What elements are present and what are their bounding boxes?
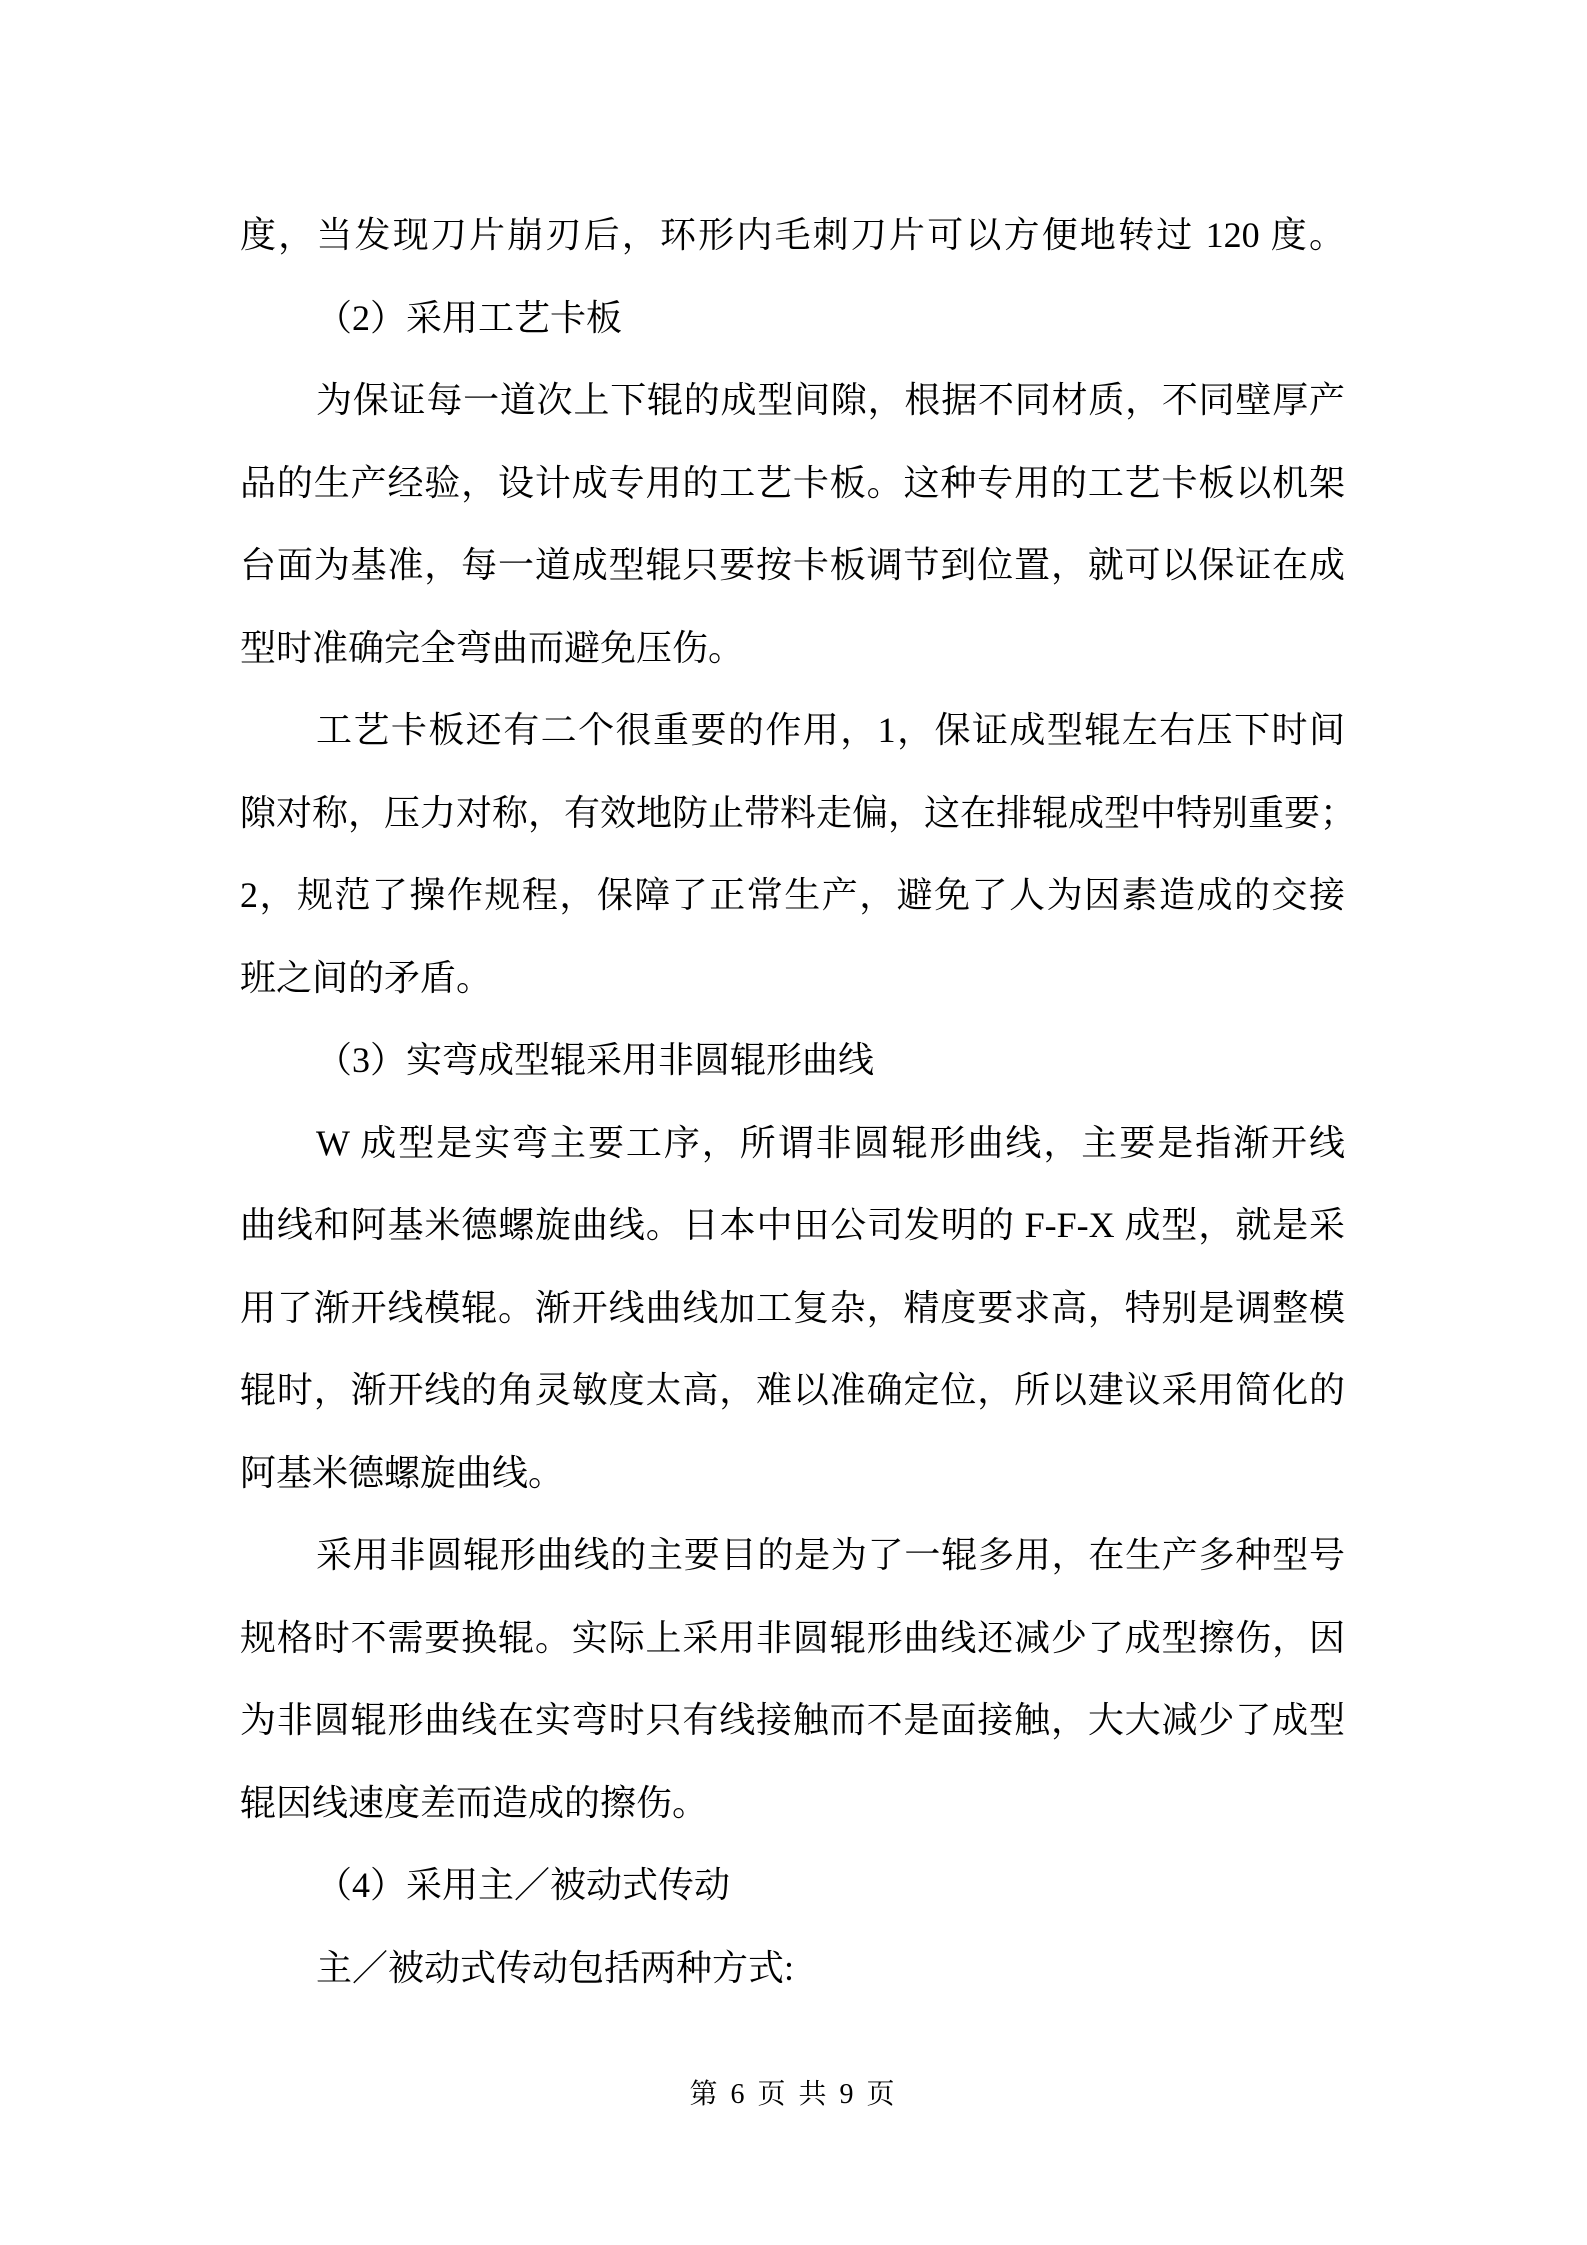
text-line: W 成型是实弯主要工序，所谓非圆辊形曲线，主要是指渐开线 xyxy=(316,1122,1345,1163)
text-line: 工艺卡板还有二个很重要的作用，1，保证成型辊左右压下时间 xyxy=(316,710,1345,750)
text-line: 为保证每一道次上下辊的成型间隙，根据不同材质，不同壁厚产 xyxy=(316,380,1345,420)
text-line: 度，当发现刀片崩刃后，环形内毛刺刀片可以方便地转过 120 度。 xyxy=(240,215,1345,255)
text-line: 2，规范了操作规程，保障了正常生产，避免了人为因素造成的交接 xyxy=(240,875,1345,915)
section-heading: （4）采用主／被动式传动 xyxy=(316,1865,731,1905)
text-line: 曲线和阿基米德螺旋曲线。日本中田公司发明的 F-F-X 成型，就是采 xyxy=(240,1205,1345,1245)
text-line: 班之间的矛盾。 xyxy=(240,957,493,998)
text-line: 规格时不需要换辊。实际上采用非圆辊形曲线还减少了成型擦伤，因 xyxy=(240,1617,1345,1658)
text-line: 品的生产经验，设计成专用的工艺卡板。这种专用的工艺卡板以机架 xyxy=(240,462,1345,503)
text-line: 辊因线速度差而造成的擦伤。 xyxy=(240,1782,709,1823)
document-body xyxy=(240,194,1357,2009)
page-footer xyxy=(0,2072,1587,2118)
text-line: 型时准确完全弯曲而避免压伤。 xyxy=(240,627,745,668)
text-line: 台面为基准，每一道成型辊只要按卡板调节到位置，就可以保证在成 xyxy=(240,545,1345,585)
text-line: 用了渐开线模辊。渐开线曲线加工复杂，精度要求高，特别是调整模 xyxy=(240,1287,1345,1328)
section-heading: （3）实弯成型辊采用非圆辊形曲线 xyxy=(316,1040,875,1080)
text-line: 辊时，渐开线的角灵敏度太高，难以准确定位，所以建议采用简化的 xyxy=(240,1370,1345,1410)
text-line: 主／被动式传动包括两种方式: xyxy=(316,1947,795,1988)
text-line: 为非圆辊形曲线在实弯时只有线接触而不是面接触，大大减少了成型 xyxy=(240,1700,1345,1740)
page-number-text: 第 6 页 共 9 页 xyxy=(689,2079,898,2110)
text-line: 隙对称，压力对称，有效地防止带料走偏，这在排辊成型中特别重要； xyxy=(240,792,1357,833)
text-line: 采用非圆辊形曲线的主要目的是为了一辊多用，在生产多种型号 xyxy=(316,1535,1345,1575)
text-line: 阿基米德螺旋曲线。 xyxy=(240,1452,565,1493)
section-heading: （2）采用工艺卡板 xyxy=(316,297,623,338)
